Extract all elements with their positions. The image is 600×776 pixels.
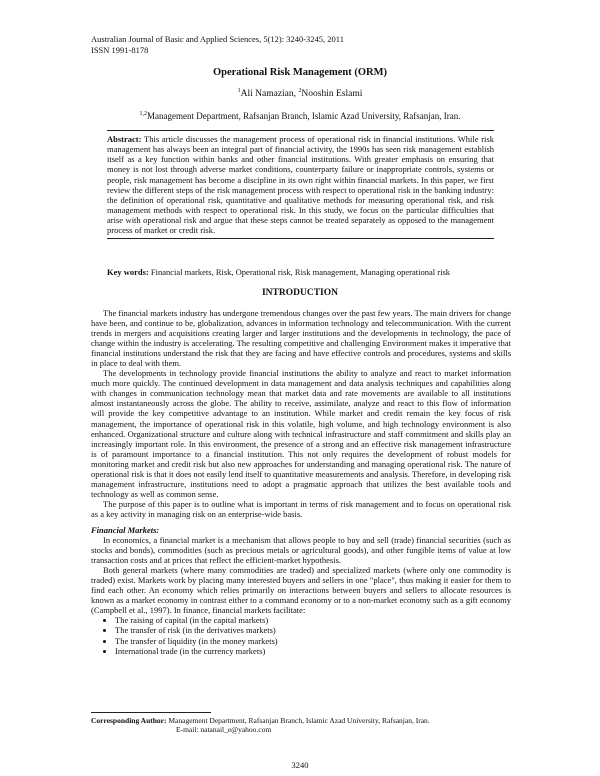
list-item: • The transfer of risk (in the derivatives markets) xyxy=(115,625,511,635)
corresponding-author-text: Management Department, Rafsanjan Branch, Islamic Azad University, Rafsanjan, Iran. xyxy=(168,716,430,725)
keywords xyxy=(107,267,507,277)
author-1: Ali Namazian, xyxy=(240,89,299,99)
page-number: 3240 xyxy=(291,760,309,770)
corresponding-author-email: E-mail: natanail_e@yahoo.com xyxy=(176,725,272,734)
author-1-sup: 1 xyxy=(237,87,241,94)
abstract-text: This article discusses the management process of operational risk in financial institutions. While risk management has always been an integral part of financial activity, the 1990s has seen risk management establish itself as a key function within banks and other financial institutions. With greater emphasis on ensuring that money is not lost through adverse market conditions, counterparty failure or inappropriate controls, systems or people, risk management has become a discipline in its own right within financial markets. In this paper, we first review the different steps of the risk management process with respect to operational risk in the banking industry: the definition of operational risk, quantitative and qualitative methods for measuring operational risk, and risk management methods with respect to operational risk. In this study, we focus on the particular difficulties that arise with operational risk and argue that these steps cannot be treated separately as opposed to the management process of market or credit risk. xyxy=(107,134,494,236)
keywords-label: Key words: xyxy=(107,267,149,277)
list-item: • International trade (in the currency markets) xyxy=(115,646,511,656)
footer-divider xyxy=(91,712,211,713)
affiliation xyxy=(0,111,600,121)
author-list xyxy=(0,89,600,99)
abstract-label: Abstract: xyxy=(107,134,142,144)
journal-citation: Australian Journal of Basic and Applied Sciences, 5(12): 3240-3245, 2011 xyxy=(91,34,344,44)
abstract xyxy=(107,130,494,239)
intro-paragraph-3: The purpose of this paper is to outline what is important in terms of risk management and to focus on operational risk as a key activity in managing risk on an enterprise-wide basis. xyxy=(91,498,511,519)
body-text xyxy=(91,308,511,656)
journal-header xyxy=(91,34,344,56)
keywords-text: Financial markets, Risk, Operational risk, Risk management, Managing operational risk xyxy=(150,267,451,277)
author-2: Nooshin Eslami xyxy=(301,89,363,99)
intro-paragraph-1: The financial markets industry has undergone tremendous changes over the past few years. The main drivers for change have been, and continue to be, globalization, advances in information technology and telecommunication. With the current trends in mergers and acquisitions creating larger and larger institutions and the developments in technology, the pace of change within the industry is accelerating. The resulting competitive and challenging Environment makes it imperative that financial institutions understand the risk that they are facing and have effective controls and procedures, systems and skills in place to deal with them. xyxy=(91,308,511,369)
affiliation-sup: 1,2 xyxy=(139,111,147,117)
corresponding-author xyxy=(91,716,511,734)
fm-bullet-list xyxy=(91,615,511,655)
issn: ISSN 1991-8178 xyxy=(91,45,149,55)
list-item: • The raising of capital (in the capital markets) xyxy=(115,615,511,625)
financial-markets-heading: Financial Markets: xyxy=(91,524,160,535)
list-item: • The transfer of liquidity (in the money markets) xyxy=(115,636,511,646)
corresponding-author-label: Corresponding Author: xyxy=(91,716,167,725)
author-2-sup: 2 xyxy=(298,87,302,94)
paper-title: Operational Risk Management (ORM) xyxy=(212,67,388,78)
introduction-heading: INTRODUCTION xyxy=(261,288,338,298)
affiliation-text: Management Department, Rafsanjan Branch, Islamic Azad University, Rafsanjan, Iran. xyxy=(146,111,461,121)
fm-paragraph-1: In economics, a financial market is a mechanism that allows people to buy and sell (trade) financial securities (such as stocks and bonds), commodities (such as precious metals or agricultural goods), and other fungible items of value at low transaction costs and at prices that reflect the efficient-market hypothesis. xyxy=(91,535,511,566)
intro-paragraph-2: The developments in technology provide financial institutions the ability to analyze and react to market information much more quickly. The continued development in data management and data analysis techniques and capabilities along with changes in communication technology mean that market data and rate movements are available to all institutions almost instantaneously across the globe. The ability to receive, assimilate, analyze and react to this flow of information will provide the key competitive advantage to an institution. While market and credit remain the key focus of risk management, the importance of operational risk in this volatile, high volume, and high technology environment is also enhanced. Organizational structure and culture along with technical infrastructure and staff commitment and skills play an increasingly important role. In this environment, the presence of a strong and an effective risk management infrastructure is of paramount importance to a financial institution. This not only requires the development of robust models for monitoring market and credit risk but also new approaches for understanding and managing operational risk. The nature of operational risk is that it does not easily lend itself to quantitative measurements and analysis. Therefore, in developing risk management infrastructure, institutions need to adopt a pragmatic approach that utilizes the best available tools and technology as well as common sense. xyxy=(91,368,512,499)
fm-paragraph-2: Both general markets (where many commodities are traded) and specialized markets (where only one commodity is traded) exist. Markets work by placing many interested buyers and sellers in one "place", thus making it easier for them to find each other. An economy which relies primarily on interactions between buyers and sellers to allocate resources is known as a market economy in contrast either to a command economy or to a non-market economy such as a gift economy (Campbell et al., 1997). In finance, financial markets facilitate: xyxy=(91,565,511,616)
